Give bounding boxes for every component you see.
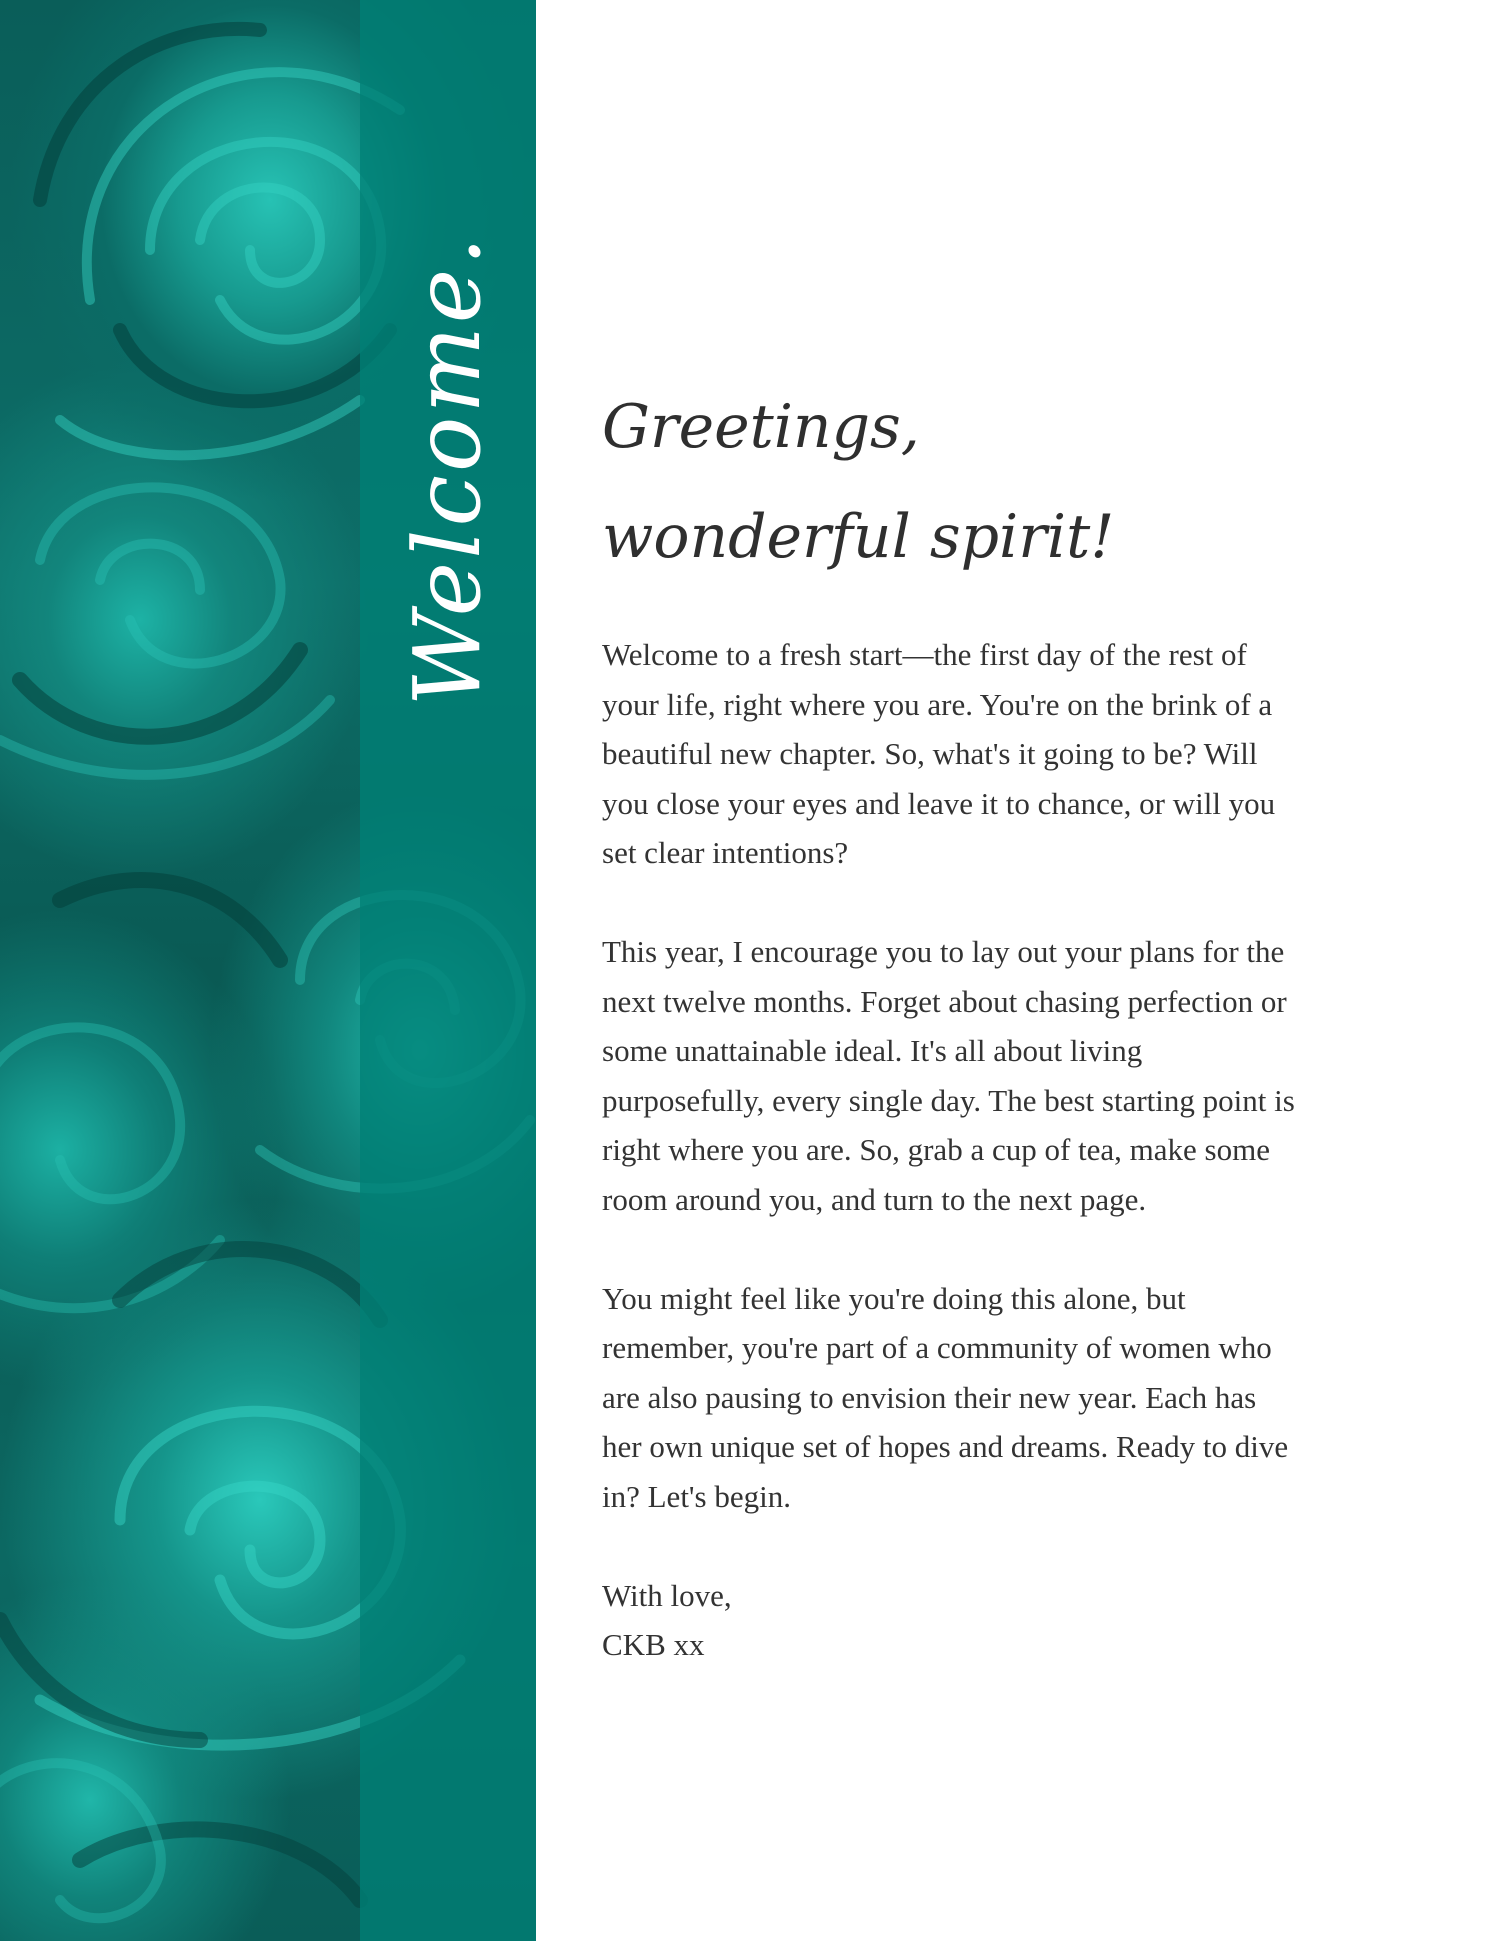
- letter-paragraph-3: You might feel like you're doing this alone, but remember, you're part of a community of women who are also pausing to envision their new year. Each has her own unique set of hopes and dreams. Ready to dive in? Let's begin.: [602, 1280, 1289, 1514]
- vertical-welcome-title: Welcome.: [394, 233, 501, 707]
- signature: CKB xx: [602, 1627, 705, 1663]
- letter-paragraph-1: Welcome to a fresh start—the first day of the rest of your life, right where you are. You're on the brink of a beautiful new chapter. So, what's it going to be? Will you close your eyes and leave it to chance, or will you set clear intentions?: [602, 637, 1276, 871]
- sign-off: [602, 1571, 1302, 1670]
- letter-content: [602, 372, 1302, 1670]
- greeting-heading: Greetings, wonderful spirit!: [602, 392, 1115, 572]
- letter-paragraph-2: This year, I encourage you to lay out your plans for the next twelve months. Forget about chasing perfection or some unattainable ideal. It's all about living purposefully, every single day. The best starting point is right where you are. So, grab a cup of tea, make some room around you, and turn to the next page.: [602, 933, 1295, 1217]
- closing-line: With love,: [602, 1577, 732, 1613]
- teal-roses-photo: [0, 0, 536, 1941]
